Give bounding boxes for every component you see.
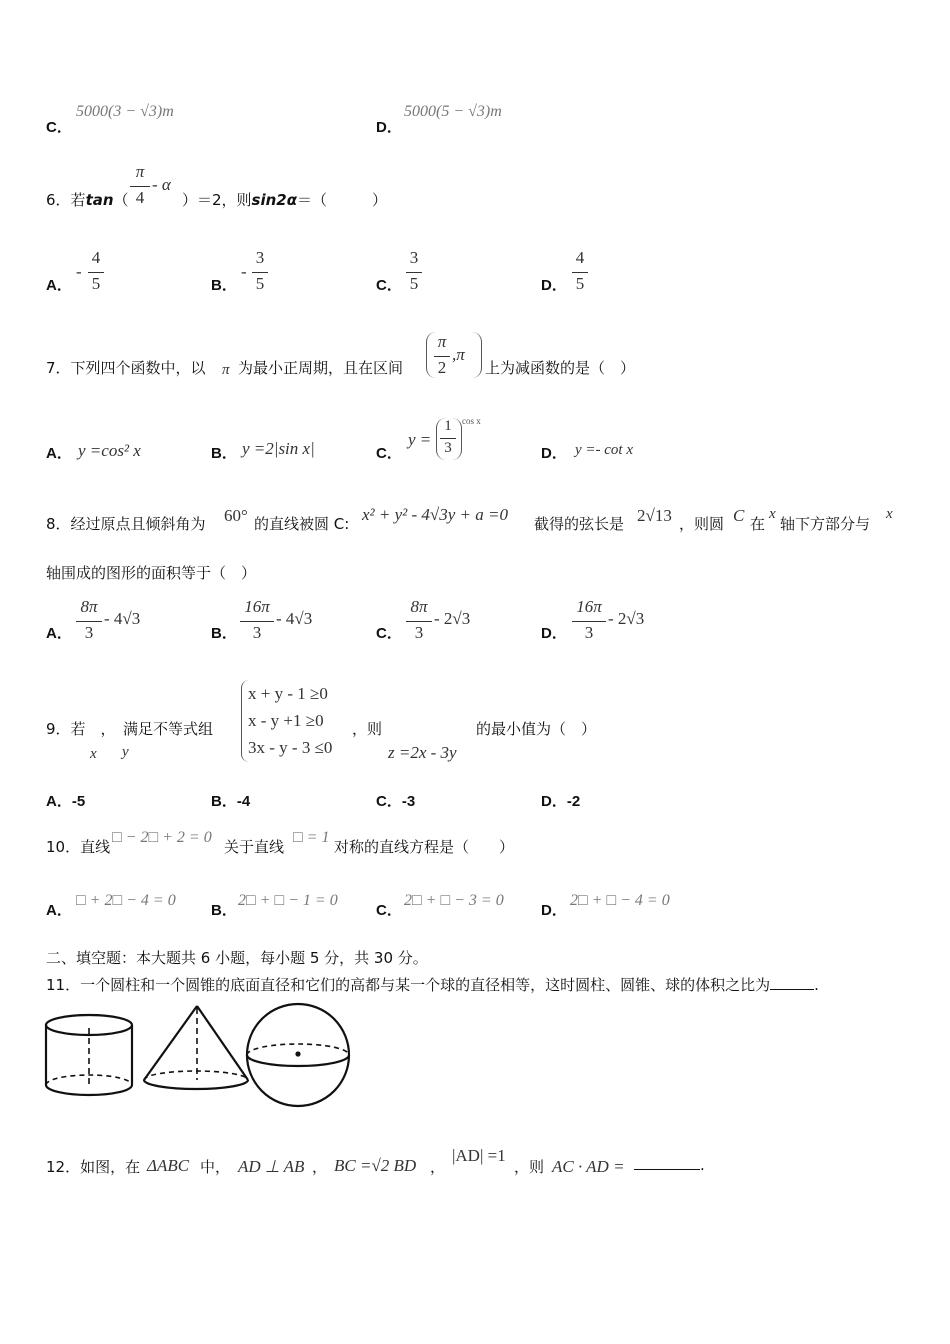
section-2-title: 二、填空题：本大题共 6 小题，每小题 5 分，共 30 分。 <box>46 949 428 967</box>
q9-option-c: C．-3 <box>376 793 416 810</box>
q7-stem-part1: 7．下列四个函数中，以 <box>46 359 206 377</box>
q9-var-x: x <box>90 746 97 762</box>
q8-stem-part5: 在 <box>750 515 766 533</box>
q6-option-a-fraction: 4 5 <box>88 248 104 298</box>
q8-option-c-tail: - 2√3 <box>434 609 471 628</box>
q8-option-d-label: D． <box>541 625 567 642</box>
q12-perpendicular: AD ⊥ AB <box>238 1157 305 1176</box>
q10-line2: □ = 1 <box>293 829 330 846</box>
q8-option-d-tail: - 2√3 <box>608 609 645 628</box>
q10-line1: □ − 2□ + 2 = 0 <box>112 829 212 846</box>
q7-option-d-label: D． <box>541 445 567 462</box>
q9-inequality-2: x - y +1 ≥0 <box>248 711 324 730</box>
q9-inequality-system <box>241 680 332 762</box>
q8-stem-part3: 截得的弦长是 <box>534 515 625 533</box>
q9-option-d: D．-2 <box>541 793 581 810</box>
q5-option-d-expr: 5000(5 − √3)m <box>404 103 502 120</box>
cone-figure <box>144 1006 248 1089</box>
q12-ad-length: |AD| =1 <box>452 1146 506 1165</box>
q5-option-c-label: C． <box>46 119 72 136</box>
q8-option-c-fraction: 8π 3 <box>406 597 432 647</box>
q12-dot-product: AC · AD = <box>552 1157 625 1176</box>
q8-option-a-label: A． <box>46 625 72 642</box>
q10-option-b-expr: 2□ + □ − 1 = 0 <box>238 892 338 909</box>
q9-option-a: A．-5 <box>46 793 86 810</box>
q6-fraction-pi-over-4: π 4 <box>130 162 150 212</box>
q8-stem-part4: ，则圆 <box>679 515 725 533</box>
q9-stem-part2: ，则 <box>352 720 383 738</box>
q8-circle-equation: x² + y² - 4√3y + a =0 <box>362 505 508 524</box>
q8-option-a-fraction: 8π 3 <box>76 597 102 647</box>
q10-option-a-expr: □ + 2□ − 4 = 0 <box>76 892 176 909</box>
q5-option-d-label: D． <box>376 119 402 136</box>
q7-option-a-expr: y =cos² x <box>78 441 141 460</box>
q7-option-a-label: A． <box>46 445 72 462</box>
q7-option-c-expr-pre: y = <box>408 430 432 449</box>
q7-option-c-fraction: 1 3 <box>440 418 456 468</box>
q6-option-d-fraction: 4 5 <box>572 248 588 298</box>
q12-comma-2: ， <box>430 1158 446 1176</box>
q6-stem-tail: ）＝2，则sin2α＝（ ） <box>182 191 388 209</box>
q7-stem-part2: 为最小正周期，且在区间 <box>238 359 404 377</box>
q9-inequality-1: x + y - 1 ≥0 <box>248 684 328 703</box>
q9-inequality-3: 3x - y - 3 ≤0 <box>248 738 333 757</box>
q6-minus-alpha: - α <box>152 175 171 194</box>
q7-option-d-expr: y =- cot x <box>575 442 634 458</box>
q8-stem-line2: 轴围成的图形的面积等于（ ） <box>46 564 257 582</box>
q11-stem: 11．一个圆柱和一个圆锥的底面直径和它们的高都与某一个球的直径相等，这时圆柱、圆锥、球的体积之比为 . <box>46 976 819 994</box>
q7-stem-part3: 上为减函数的是（ ） <box>485 359 636 377</box>
q8-option-c-label: C． <box>376 625 402 642</box>
q12-stem-part2: 中， <box>200 1158 231 1176</box>
q12-triangle: ΔABC <box>147 1156 190 1175</box>
q6-option-b-label: B． <box>211 277 237 294</box>
q10-stem-part3: 对称的直线方程是（ ） <box>334 838 515 856</box>
q6-option-a-sign: - <box>76 262 82 281</box>
q6-option-b-sign: - <box>241 262 247 281</box>
q10-option-b-label: B． <box>211 902 237 919</box>
q9-objective: z =2x - 3y <box>388 743 457 762</box>
q8-stem-part6: 轴下方部分与 <box>780 515 871 533</box>
q10-option-d-expr: 2□ + □ − 4 = 0 <box>570 892 670 909</box>
q12-bc-relation: BC =√2 BD <box>334 1156 417 1175</box>
q7-option-b-label: B． <box>211 445 237 462</box>
q10-stem-part1: 10．直线 <box>46 838 111 856</box>
q6-option-c-fraction: 3 5 <box>406 248 422 298</box>
q11-figures <box>40 1000 360 1112</box>
q10-option-d-label: D． <box>541 902 567 919</box>
q12-answer-blank: . <box>634 1156 705 1174</box>
q10-option-c-expr: 2□ + □ − 3 = 0 <box>404 892 504 909</box>
q7-pi: π <box>222 362 230 378</box>
q8-option-d-fraction: 16π 3 <box>572 597 606 647</box>
q6-option-b-fraction: 3 5 <box>252 248 268 298</box>
q10-option-c-label: C． <box>376 902 402 919</box>
q9-stem-part1: 9．若 ， 满足不等式组 <box>46 720 214 738</box>
q6-option-c-label: C． <box>376 277 402 294</box>
q9-stem-part3: 的最小值为（ ） <box>476 720 597 738</box>
q12-stem-part1: 12．如图，在 <box>46 1158 141 1176</box>
q8-circle-c: C <box>733 506 745 525</box>
cylinder-figure <box>46 1015 132 1095</box>
q7-interval-tail: ,π <box>452 345 465 364</box>
q7-option-b-expr: y =2|sin x| <box>242 439 315 458</box>
q8-option-b-fraction: 16π 3 <box>240 597 274 647</box>
q8-stem-part1: 8．经过原点且倾斜角为 <box>46 515 206 533</box>
q6-option-a-label: A． <box>46 277 72 294</box>
q5-option-c-expr: 5000(3 − √3)m <box>76 103 174 120</box>
q8-x-axis-1: x <box>769 506 776 522</box>
q12-comma-1: ， <box>312 1158 328 1176</box>
sphere-center-dot <box>295 1051 300 1056</box>
q12-stem-part3: ，则 <box>514 1158 545 1176</box>
q6-stem: 6．若tan（ <box>46 191 129 209</box>
q8-option-a-tail: - 4√3 <box>104 609 141 628</box>
q8-x-axis-2: x <box>886 506 893 522</box>
q8-chord-length: 2√13 <box>637 506 672 525</box>
q7-interval-fraction: π 2 <box>434 332 450 382</box>
q9-var-y: y <box>122 744 129 760</box>
q9-option-b: B．-4 <box>211 793 251 810</box>
q8-angle: 60° <box>224 506 248 525</box>
q8-stem-part2: 的直线被圆 C: <box>254 515 350 533</box>
q8-option-b-label: B． <box>211 625 237 642</box>
q8-option-b-tail: - 4√3 <box>276 609 313 628</box>
q7-option-c-label: C． <box>376 445 402 462</box>
q6-option-d-label: D． <box>541 277 567 294</box>
q7-option-c-exponent: cos x <box>462 416 481 426</box>
q10-option-a-label: A． <box>46 902 72 919</box>
q10-stem-part2: 关于直线 <box>224 838 285 856</box>
